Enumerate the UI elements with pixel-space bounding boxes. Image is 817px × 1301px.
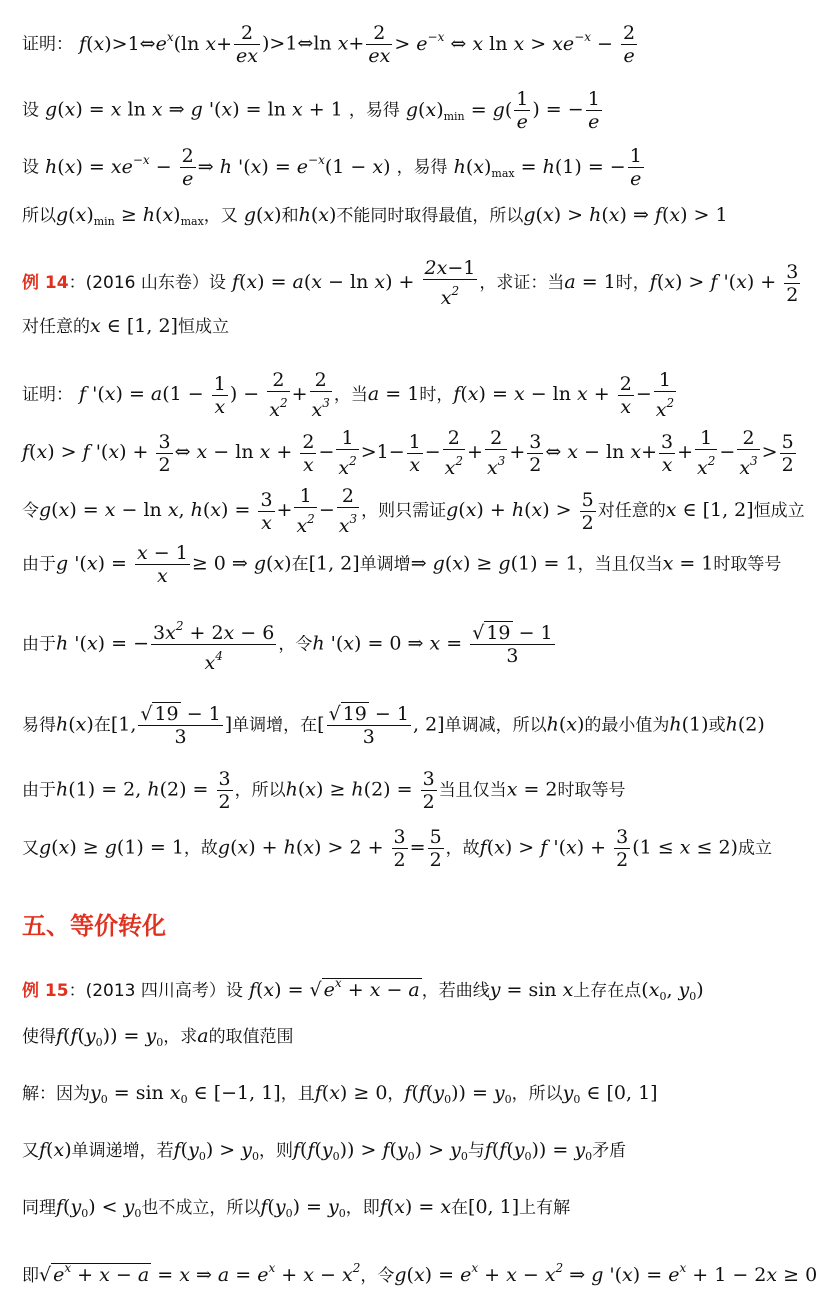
proof-line-10: 由于g '(x) = $\frac{x - 1}{x}$ ≥ 0 ⇒ g(x)在[1, 2]单调增⇒ g(x) ≥ g(1) = 1，当且仅当x = 1时取等号 (22, 542, 782, 587)
proof-line-13: 由于h(1) = 2, h(2) = $\frac{3}{2}$ ，所以h(x) ≥ h(2) = $\frac{3}{2}$ 当且仅当x = 2时取等号 (22, 768, 626, 813)
example-label: 例 14 (22, 273, 69, 293)
section-title: 五、等价转化 (22, 912, 166, 940)
proof-line-18: 又f(x)单调递增，若$f(y_0) > y_0$，则$f(f(y_0)) > f(y_0) > y_0$与$f(f(y_0)) = y_0$矛盾 (22, 1139, 627, 1163)
proof-line-16: 使得$f(f(y_0)) = y_0$，求a的取值范围 (22, 1025, 294, 1049)
example-15-line: 例 15：(2013 四川高考）设 f(x) = √ $e^x + x - a$ ，若曲线y = sin x上存在点($x_0$, $y_0$) (22, 976, 704, 1003)
proof-line-19: 同理$f(y_0) < y_0$也不成立，所以$f(y_0) = y_0$，即f(x) = x在[0, 1]上有解 (22, 1196, 571, 1220)
proof-line-6: 对任意的x ∈ [1, 2]恒成立 (22, 315, 229, 337)
example-14-line: 例 14：(2016 山东卷）设 f(x) = a(x − ln x) + $\frac{2x-1}{x^2}$ ，求证：当a = 1时，f(x) > f '(x) + $\frac{3}{2}$ (22, 257, 799, 309)
proof-line-7: 证明： f '(x) = a(1 − $\frac{1}{x}$ ) − $\frac{2}{x^2}$ + $\frac{2}{x^3}$ ，当a = 1时，f(x) = x − ln x + $\frac{2}{x}$ − $\frac{1}{x^2}$ (22, 369, 675, 421)
proof-line-4: 所以$g(x)_{min} \ge h(x)_{max}$，又 g(x)和h(x)不能同时取得最值，所以g(x) > h(x) ⇒ f(x) > 1 (22, 204, 728, 228)
example-label: 例 15 (22, 981, 69, 1001)
proof-line-2: 设 g(x) = x ln x ⇒ g '(x) = ln x + 1 ，易得 $g(x)_{min} = g$( $\frac{1}{e}$ ) = − $\frac{1}{e}$ (22, 88, 600, 133)
proof-line-17: 解：因为$y_0 = \sin x_0$ ∈ [−1, 1]，且f(x) ≥ 0，$f(f(y_0)) = y_0$，所以$y_0$ ∈ [0, 1] (22, 1082, 658, 1106)
proof-line-9: 令g(x) = x − ln x, h(x) = $\frac{3}{x}$ + $\frac{1}{x^2}$ − $\frac{2}{x^3}$ ，则只需证g(x) + h(x) > $\frac{5}{2}$ 对任意的x ∈ [1, 2]恒成立 (22, 485, 805, 537)
proof-line-3: 设 $h(x) = xe^{-x}$ − $\frac{2}{e}$ ⇒ h '$(x) = e^{-x}(1 - x)$ ，易得 $h(x)_{max} = h(1)$ = − $\frac{1}{e}$ (22, 145, 642, 190)
proof-line-1: 证明： $f(x)>1\Leftrightarrow e^x(\ln$ x+ $\frac{2}{ex}$ )>1⇔ln x+ $\frac{2}{ex}$ > $e^{-x}$ ⇔ x $\ln x > xe^{-x}$ − $\frac{2}{e}$ (22, 22, 636, 67)
fraction: $\frac{2}{ex}$ (236, 22, 258, 67)
proof-line-8: f(x) > f '(x) + $\frac{3}{2}$ ⇔ x − ln x + $\frac{2}{x}$ − $\frac{1}{x^2}$ >1− $\frac{1}{x}$ − $\frac{2}{x^2}$ + $\frac{2}{x^3}$ + $\frac{3}{2}$ ⇔ x − ln x+ $\frac{3}{x}$ + $\frac{1}{x^2}$ − $\frac{2}{x^3}$ > $\frac{5}{2}$ (22, 427, 794, 479)
math-expr: $f(x)>1\Leftrightarrow e^x(\ln$ x+ (79, 29, 233, 55)
proof-line-12: 易得h(x)在[1, $\frac{√ 19 - 1}{3}$ ]单调增，在[ $\frac{√ 19 - 1}{3}$ , 2]单调减，所以h(x)的最小值为h(1)或h(2) (22, 703, 765, 748)
proof-line-14: 又g(x) ≥ g(1) = 1，故g(x) + h(x) > 2 + $\frac{3}{2}$ = $\frac{5}{2}$ ，故f(x) > f '(x) + $\frac{3}{2}$ (1 ≤ x ≤ 2)成立 (22, 826, 772, 871)
proof-line-11: 由于h '(x) = − $\frac{3x^2 + 2x - 6}{x^4}$ ，令h '(x) = 0 ⇒ x = $\frac{√ 19 - 1}{3}$ (22, 615, 777, 674)
proof-line-20: 即√ $e^x + x - a = x$ ⇒ $a = e^x + x - x^2$，令$g(x) = e^x + x - x^2$ ⇒ g '$(x) = e^x + 1 - 2x \ge 0$ (22, 1261, 817, 1286)
